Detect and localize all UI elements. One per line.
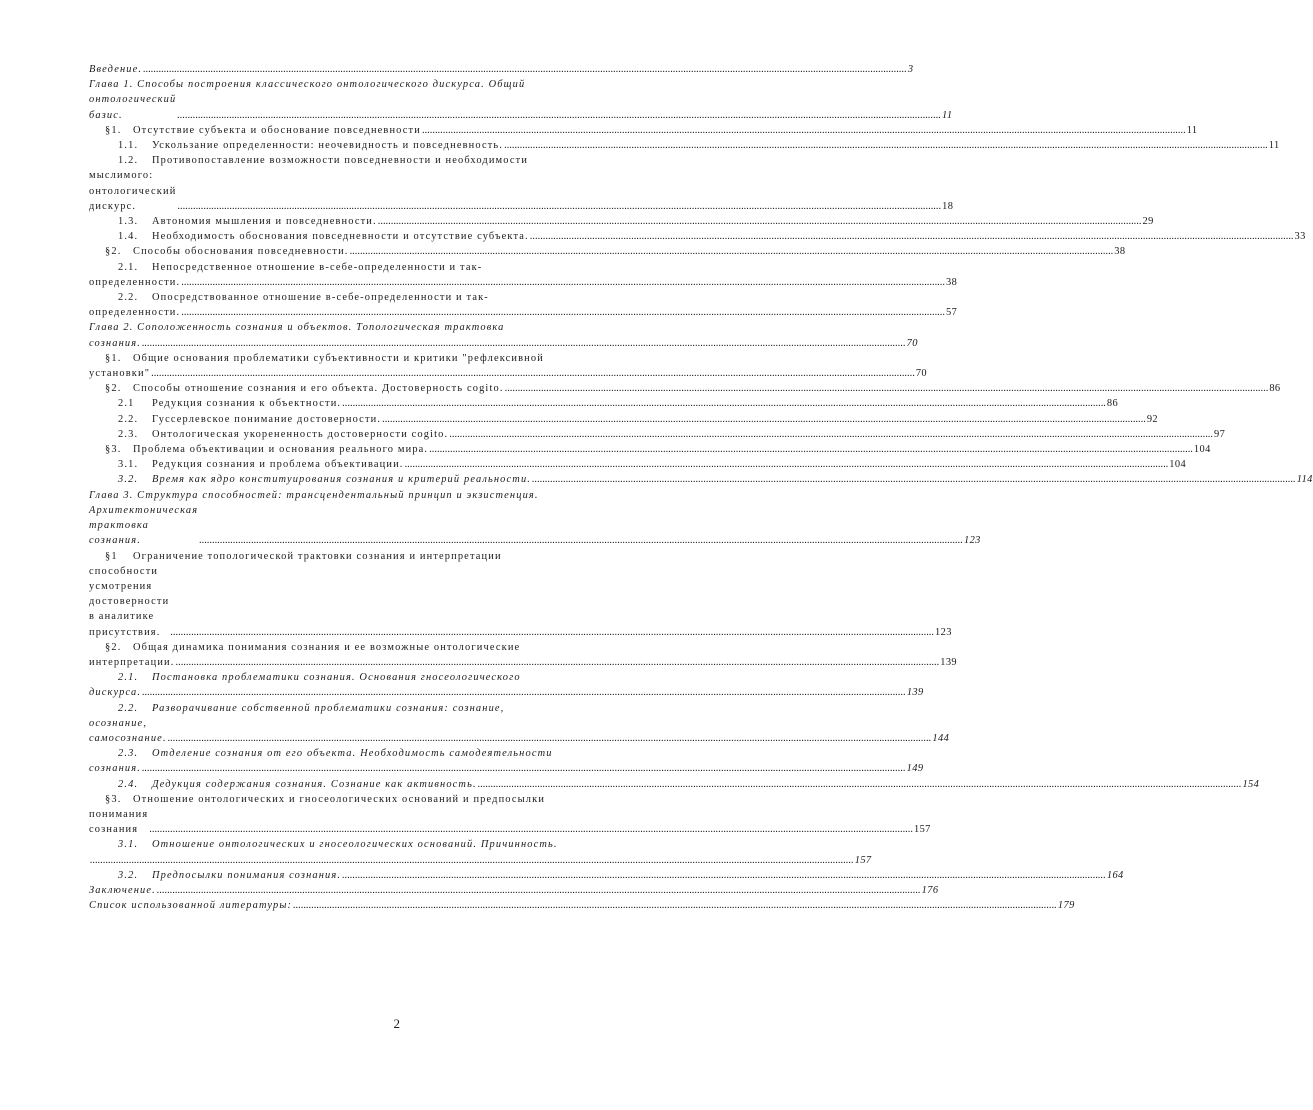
- toc-entry-page: 33: [1294, 231, 1306, 243]
- toc-entry-page: 11: [1186, 124, 1198, 136]
- toc-entry-page: 92: [1146, 413, 1159, 425]
- toc-entry[interactable]: [89, 868, 1124, 883]
- toc-entry[interactable]: [89, 290, 958, 320]
- toc-entry[interactable]: [89, 214, 1154, 229]
- toc-entry-page: 157: [854, 854, 872, 866]
- dot-leader: [151, 366, 915, 381]
- toc-entry-page: 139: [940, 656, 958, 668]
- dot-leader: [157, 883, 921, 898]
- toc-entry[interactable]: [89, 123, 1198, 138]
- toc-entry-title: Редукция сознания к объектности.: [152, 398, 342, 410]
- toc-entry-number: 2.2.: [118, 292, 139, 304]
- toc-entry[interactable]: [89, 77, 953, 123]
- toc-entry-number: 3.1.: [118, 839, 139, 851]
- toc-entry-title: Список использованной литературы:: [89, 900, 293, 912]
- toc-entry-title: Дедукция содержания сознания. Сознание как активность.: [152, 778, 477, 790]
- toc-entry-title: Введение.: [89, 64, 143, 75]
- toc-entry-page: 179: [1057, 900, 1075, 912]
- toc-entry[interactable]: [89, 883, 939, 898]
- dot-leader: [449, 427, 1213, 442]
- dot-leader: [143, 62, 907, 77]
- toc-entry-title-continued: понимания сознания: [89, 808, 149, 836]
- toc-entry-number: 3.2.: [118, 869, 139, 881]
- toc-entry-title: Отношение онтологических и гносеологических оснований и предпосылки: [133, 793, 546, 805]
- toc-entry-number: §2.: [105, 383, 122, 395]
- toc-entry-page: 164: [1106, 869, 1124, 881]
- dot-leader: [181, 305, 945, 320]
- toc-entry-title: Редукция сознания и проблема объективации.: [152, 459, 404, 471]
- table-of-contents: [89, 62, 1313, 913]
- toc-entry-number: §1: [105, 550, 118, 562]
- toc-entry-page: 144: [932, 732, 950, 744]
- toc-entry-number: 1.1.: [118, 140, 139, 152]
- toc-entry-title-continued: мыслимого: онтологический дискурс.: [89, 170, 177, 212]
- toc-entry-title: Предпосылки понимания сознания.: [152, 869, 342, 881]
- toc-entry-title-continued: дискурса.: [89, 687, 142, 699]
- dot-leader: [505, 381, 1269, 396]
- toc-entry-title: Ограничение топологической трактовки сознания и интерпретации: [133, 550, 502, 562]
- dot-leader: [176, 655, 940, 670]
- toc-entry-title: Необходимость обоснования повседневности и отсутствие субъекта.: [152, 231, 529, 243]
- toc-entry[interactable]: [89, 442, 1211, 457]
- toc-entry-page: 104: [1169, 459, 1187, 471]
- toc-entry-title: Способы обоснования повседневности.: [133, 246, 349, 258]
- toc-entry-title: Отделение сознания от его объекта. Необходимость самодеятельности: [152, 748, 553, 760]
- toc-entry-number: §2.: [105, 641, 122, 653]
- toc-entry-number: 2.1: [118, 398, 135, 410]
- toc-entry[interactable]: [89, 138, 1280, 153]
- toc-entry[interactable]: [89, 640, 958, 670]
- toc-entry-title: Глава 2. Соположенность сознания и объектов. Топологическая трактовка: [89, 322, 505, 334]
- toc-entry-title: Отношение онтологических и гносеологических оснований. Причинность.: [152, 839, 558, 851]
- dot-leader: [199, 533, 963, 548]
- dot-leader: [142, 685, 906, 700]
- toc-entry[interactable]: [89, 670, 924, 700]
- dot-leader: [168, 731, 932, 746]
- toc-entry-title: Общие основания проблематики субъективности и критики "рефлексивной: [133, 352, 544, 364]
- toc-entry-page: 3: [907, 64, 914, 75]
- toc-entry[interactable]: [89, 396, 1119, 411]
- toc-entry-number: 1.3.: [118, 216, 139, 228]
- dot-leader: [530, 229, 1294, 244]
- toc-entry[interactable]: [89, 457, 1187, 472]
- toc-entry-title: Онтологическая укорененность достоверности cogito.: [152, 428, 449, 440]
- toc-entry-page: 57: [945, 307, 958, 319]
- toc-entry-number: 2.3.: [118, 748, 139, 760]
- dot-leader: [177, 199, 941, 214]
- toc-entry[interactable]: [89, 898, 1075, 913]
- toc-entry[interactable]: [89, 837, 872, 867]
- toc-entry-page: 176: [921, 884, 939, 896]
- toc-entry-number: §3.: [105, 793, 122, 805]
- toc-entry[interactable]: [89, 381, 1281, 396]
- toc-entry-title: Противопоставление возможности повседневности и необходимости: [152, 155, 529, 167]
- dot-leader: [504, 138, 1268, 153]
- toc-entry[interactable]: [89, 746, 924, 776]
- toc-entry-number: §3.: [105, 444, 122, 456]
- page-number: 2: [393, 1016, 401, 1031]
- dot-leader: [170, 625, 934, 640]
- dot-leader: [532, 472, 1296, 487]
- toc-entry-page: 149: [906, 763, 924, 775]
- toc-entry-page: 38: [945, 276, 958, 288]
- toc-entry[interactable]: [89, 244, 1126, 259]
- toc-entry-title: Опосредствованное отношение в-себе-определенности и так-: [152, 292, 489, 304]
- toc-entry-title-continued: интерпретации.: [89, 656, 175, 668]
- toc-entry-title-continued: установки": [89, 368, 151, 380]
- toc-entry-number: 2.4.: [118, 778, 139, 790]
- toc-entry-number: 3.1.: [118, 459, 139, 471]
- toc-entry-title: Автономия мышления и повседневности.: [152, 216, 377, 228]
- toc-entry-page: 11: [942, 109, 953, 121]
- dot-leader: [429, 442, 1193, 457]
- toc-entry[interactable]: [89, 62, 914, 77]
- toc-entry-title: Гуссерлевское понимание достоверности.: [152, 413, 382, 425]
- dot-leader: [342, 396, 1106, 411]
- toc-entry-page: 86: [1269, 383, 1281, 395]
- toc-entry-page: 139: [906, 687, 924, 699]
- toc-entry[interactable]: [89, 427, 1226, 442]
- toc-entry-page: 157: [913, 824, 931, 836]
- toc-entry-page: 38: [1114, 246, 1126, 258]
- toc-entry-page: 104: [1193, 444, 1211, 456]
- toc-entry-title: Заключение.: [89, 884, 156, 896]
- toc-entry[interactable]: [89, 777, 1260, 792]
- dot-leader: [90, 853, 854, 868]
- toc-entry-title-continued: определенности.: [89, 276, 181, 288]
- toc-entry[interactable]: [89, 229, 1306, 244]
- toc-entry-title-continued: определенности.: [89, 307, 181, 319]
- toc-entry-page: 123: [963, 535, 981, 547]
- toc-entry-page: 123: [935, 626, 952, 638]
- toc-entry-title-continued: онтологический базис.: [89, 94, 177, 121]
- toc-entry-page: 70: [915, 368, 928, 380]
- toc-entry[interactable]: [89, 260, 958, 290]
- dot-leader: [149, 822, 913, 837]
- toc-entry[interactable]: [89, 488, 981, 549]
- toc-entry-number: 2.1.: [118, 672, 139, 684]
- toc-entry-number: 2.3.: [118, 428, 139, 440]
- dot-leader: [342, 868, 1106, 883]
- toc-entry[interactable]: [89, 412, 1159, 427]
- toc-entry-number: 1.4.: [118, 231, 139, 243]
- toc-entry[interactable]: [89, 472, 1313, 487]
- toc-entry-number: §1.: [105, 124, 122, 136]
- toc-entry-number: §1.: [105, 352, 122, 364]
- toc-entry-page: 97: [1214, 428, 1226, 440]
- dot-leader: [177, 108, 941, 123]
- toc-entry[interactable]: [89, 320, 918, 350]
- toc-entry-title-continued: сознания.: [89, 763, 141, 775]
- toc-entry-number: 2.2.: [118, 413, 139, 425]
- toc-entry-number: 2.1.: [118, 261, 139, 273]
- dot-leader: [142, 336, 906, 351]
- toc-entry-page: 11: [1268, 140, 1280, 152]
- dot-leader: [405, 457, 1169, 472]
- dot-leader: [382, 412, 1146, 427]
- toc-entry-title-continued: сознания.: [89, 337, 141, 349]
- toc-entry-title-continued: осознание, самосознание.: [89, 717, 167, 744]
- toc-entry[interactable]: [89, 792, 931, 838]
- toc-entry[interactable]: [89, 153, 954, 214]
- toc-entry-title-continued: Архитектоническая трактовка сознания.: [89, 504, 199, 547]
- toc-entry-page: 70: [906, 337, 918, 349]
- toc-entry-page: 114: [1296, 474, 1313, 486]
- toc-entry-title: Непосредственное отношение в-себе-определенности и так-: [152, 261, 483, 273]
- toc-entry-number: 1.2.: [118, 155, 139, 167]
- toc-entry-number: 2.2.: [118, 702, 139, 714]
- toc-entry-title: Проблема объективации и основания реального мира.: [133, 444, 429, 456]
- toc-entry-page: 86: [1106, 398, 1119, 410]
- toc-entry-title: Разворачивание собственной проблематики сознания: сознание,: [152, 702, 505, 714]
- dot-leader: [350, 244, 1114, 259]
- toc-entry-number: 3.2.: [118, 474, 139, 486]
- toc-entry-title: Отсутствие субъекта и обоснование повседневности: [133, 124, 421, 136]
- dot-leader: [422, 123, 1186, 138]
- toc-entry-title: Постановка проблематики сознания. Основания гносеологического: [152, 672, 521, 684]
- toc-entry-title-continued: способности усмотрения достоверности в аналитике присутствия.: [89, 565, 170, 638]
- toc-entry-title: Время как ядро конституирования сознания и критерий реальности.: [152, 474, 532, 486]
- toc-entry-page: 29: [1142, 216, 1154, 228]
- toc-entry-title: Ускользание определенности: неочевидность и повседневность.: [152, 140, 504, 152]
- toc-entry[interactable]: [89, 351, 928, 381]
- toc-entry-page: 154: [1242, 778, 1260, 790]
- toc-entry-number: §2.: [105, 246, 122, 258]
- dot-leader: [293, 898, 1057, 913]
- dot-leader: [378, 214, 1142, 229]
- dot-leader: [181, 275, 945, 290]
- toc-entry-title: Глава 3. Структура способностей: трансцендентальный принцип и экзистенция.: [89, 489, 539, 501]
- toc-entry-page: 18: [942, 200, 954, 212]
- toc-entry[interactable]: [89, 701, 950, 747]
- toc-entry[interactable]: [89, 549, 952, 640]
- dot-leader: [142, 761, 906, 776]
- toc-entry-title: Глава 1. Способы построения классического онтологического дискурса. Общий: [89, 79, 526, 91]
- dot-leader: [478, 777, 1242, 792]
- toc-entry-title: Общая динамика понимания сознания и ее возможные онтологические: [133, 641, 521, 653]
- toc-entry-title: Способы отношение сознания и его объекта. Достоверность cogito.: [133, 383, 504, 395]
